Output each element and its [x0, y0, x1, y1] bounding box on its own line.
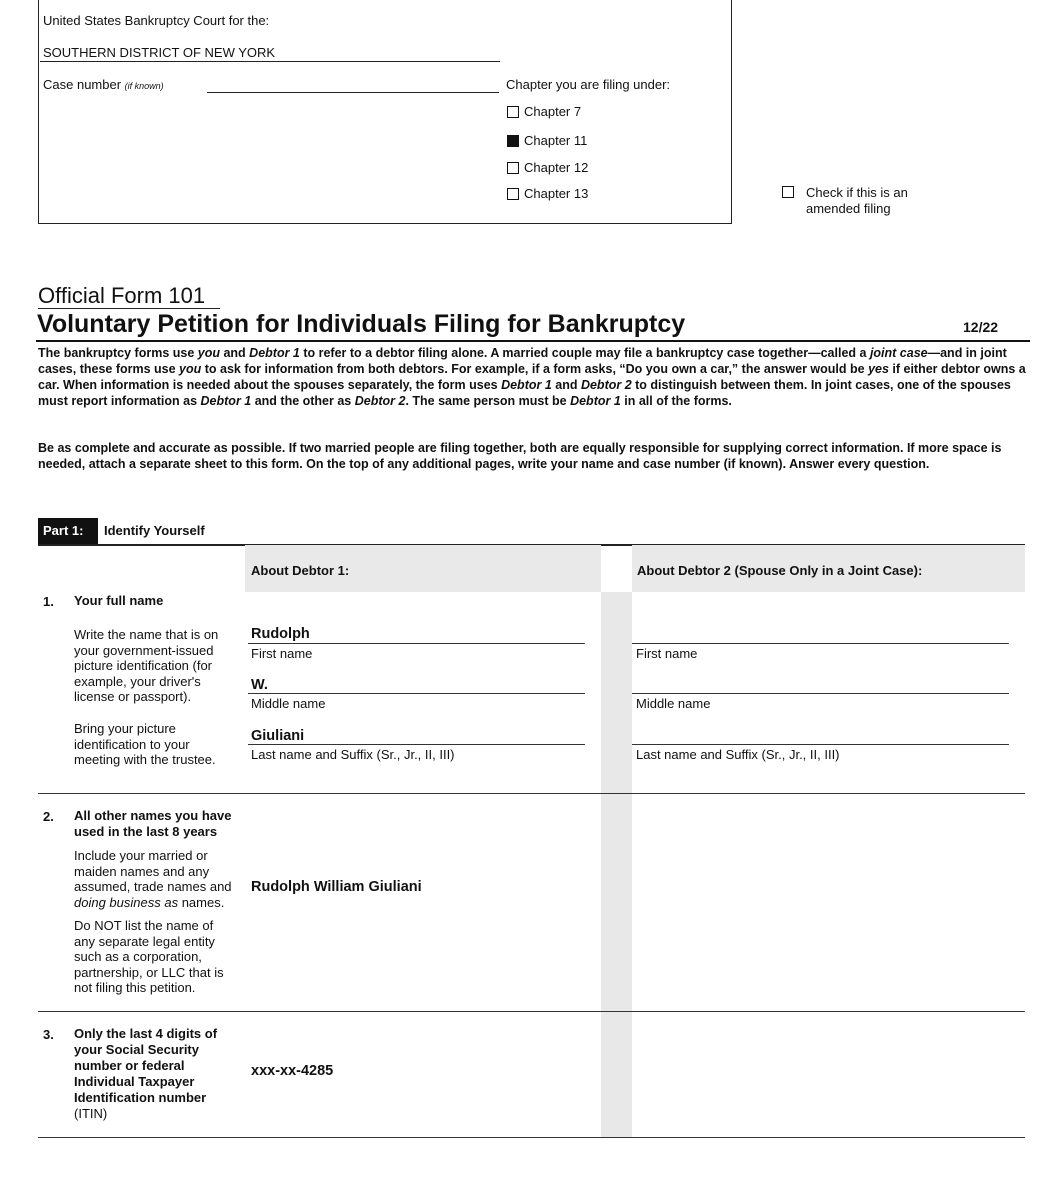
debtor1-middle-name-label: Middle name: [251, 696, 326, 711]
debtor1-middle-name-value[interactable]: W.: [251, 677, 268, 693]
part-1-tag: Part 1:: [38, 518, 98, 545]
q1-title: Your full name: [74, 593, 164, 608]
title-rule: [36, 340, 1030, 342]
debtor1-first-name-field[interactable]: [248, 643, 585, 644]
chapter-7-option[interactable]: [507, 104, 581, 119]
q3-title-tail: (ITIN): [74, 1106, 108, 1121]
debtor2-middle-name-label: Middle name: [636, 696, 711, 711]
q1-help-text: Write the name that is on your government-issued picture identification (for example, your driver's license or passport).: [74, 627, 219, 704]
court-header-box: [38, 0, 732, 224]
chapter-11-option[interactable]: [507, 133, 587, 148]
debtor2-last-name-field[interactable]: [632, 744, 1009, 745]
debtor-1-header-label: About Debtor 1:: [251, 563, 350, 578]
chapter-13-label: Chapter 13: [524, 186, 589, 201]
chapter-12-option[interactable]: [507, 160, 588, 175]
debtor1-first-name-label: First name: [251, 646, 313, 661]
case-number-field[interactable]: [207, 92, 499, 93]
debtor-2-column-header: [632, 545, 1025, 592]
court-district: SOUTHERN DISTRICT OF NEW YORK: [43, 45, 276, 60]
form-revision: 12/22: [963, 319, 999, 335]
debtor1-last-name-value[interactable]: Giuliani: [251, 728, 305, 744]
debtor1-other-names-value[interactable]: Rudolph William Giuliani: [251, 879, 422, 895]
court-label: United States Bankruptcy Court for the:: [43, 13, 270, 28]
intro-paragraph-2: Be as complete and accurate as possible. If two married people are filing together, both are equally responsible for supplying correct information. If more space is needed, attach a separate sheet to this form. On the top of any additional pages, write your name and case number (if known). Answer every question.: [38, 441, 1002, 471]
debtor2-first-name-label: First name: [636, 646, 698, 661]
amended-label-line1: Check if this is an: [806, 185, 908, 200]
chapter-label: Chapter you are filing under:: [506, 77, 671, 92]
q3-title: Only the last 4 digits of your Social Security number or federal Individual Taxpayer Identification number: [74, 1026, 218, 1105]
q2-title: All other names you have used in the last 8 years: [74, 808, 232, 839]
debtor2-middle-name-field[interactable]: [632, 693, 1009, 694]
chapter-13-checkbox[interactable]: [507, 188, 519, 200]
section-divider: [38, 793, 1025, 794]
debtor1-last-name-label: Last name and Suffix (Sr., Jr., II, III): [251, 747, 455, 762]
q2-help-text: Include your married or maiden names and any assumed, trade names and doing business as names.: [74, 848, 232, 910]
chapter-11-checkbox[interactable]: [507, 135, 519, 147]
case-number-label: Case number (if known): [43, 77, 164, 92]
intro-paragraph-1: The bankruptcy forms use you and Debtor 1 to refer to a debtor filing alone. A married couple may file a bankruptcy case together—called a joint case—and in joint cases, these forms use you to ask for information from both debtors. For example, if a form asks, “Do you own a car,” the answer would be yes if either debtor owns a car. When information is needed about the spouses separately, the form uses Debtor 1 and Debtor 2 to distinguish between them. In joint cases, one of the spouses must report information as Debtor 1 and the other as Debtor 2. The same person must be Debtor 1 in all of the forms.: [38, 346, 1026, 408]
chapter-12-checkbox[interactable]: [507, 162, 519, 174]
chapter-11-label: Chapter 11: [524, 133, 588, 148]
part-1-title: Identify Yourself: [104, 523, 205, 538]
amended-label-line2: amended filing: [806, 201, 891, 216]
form-number-underline: [38, 308, 220, 309]
form-number: Official Form 101: [38, 283, 206, 308]
chapter-7-checkbox[interactable]: [507, 106, 519, 118]
amended-filing-option[interactable]: [782, 185, 908, 217]
q1-number: 1.: [43, 594, 54, 609]
chapter-7-label: Chapter 7: [524, 104, 582, 119]
debtor2-first-name-field[interactable]: [632, 643, 1009, 644]
q3-number: 3.: [43, 1027, 54, 1042]
section-divider: [38, 1137, 1025, 1138]
section-divider: [38, 1011, 1025, 1012]
form-title: Voluntary Petition for Individuals Filing for Bankruptcy: [37, 310, 686, 338]
debtor1-middle-name-field[interactable]: [248, 693, 585, 694]
district-underline: [40, 61, 500, 62]
debtor2-last-name-label: Last name and Suffix (Sr., Jr., II, III): [636, 747, 840, 762]
debtor-2-header-label: About Debtor 2 (Spouse Only in a Joint Case):: [637, 563, 923, 578]
q2-help-text-2: Do NOT list the name of any separate legal entity such as a corporation, partnership, or LLC that is not filing this petition.: [74, 918, 224, 995]
column-gutter: [601, 592, 632, 1138]
amended-filing-checkbox[interactable]: [782, 186, 794, 198]
debtor1-last-name-field[interactable]: [248, 744, 585, 745]
debtor1-first-name-value[interactable]: Rudolph: [251, 626, 310, 642]
q1-help-text-2: Bring your picture identification to your meeting with the trustee.: [74, 721, 216, 767]
q2-number: 2.: [43, 809, 54, 824]
chapter-13-option[interactable]: [507, 186, 588, 201]
chapter-12-label: Chapter 12: [524, 160, 589, 175]
debtor1-ssn-value[interactable]: xxx-xx-4285: [251, 1063, 334, 1079]
debtor-1-column-header: [245, 545, 601, 592]
